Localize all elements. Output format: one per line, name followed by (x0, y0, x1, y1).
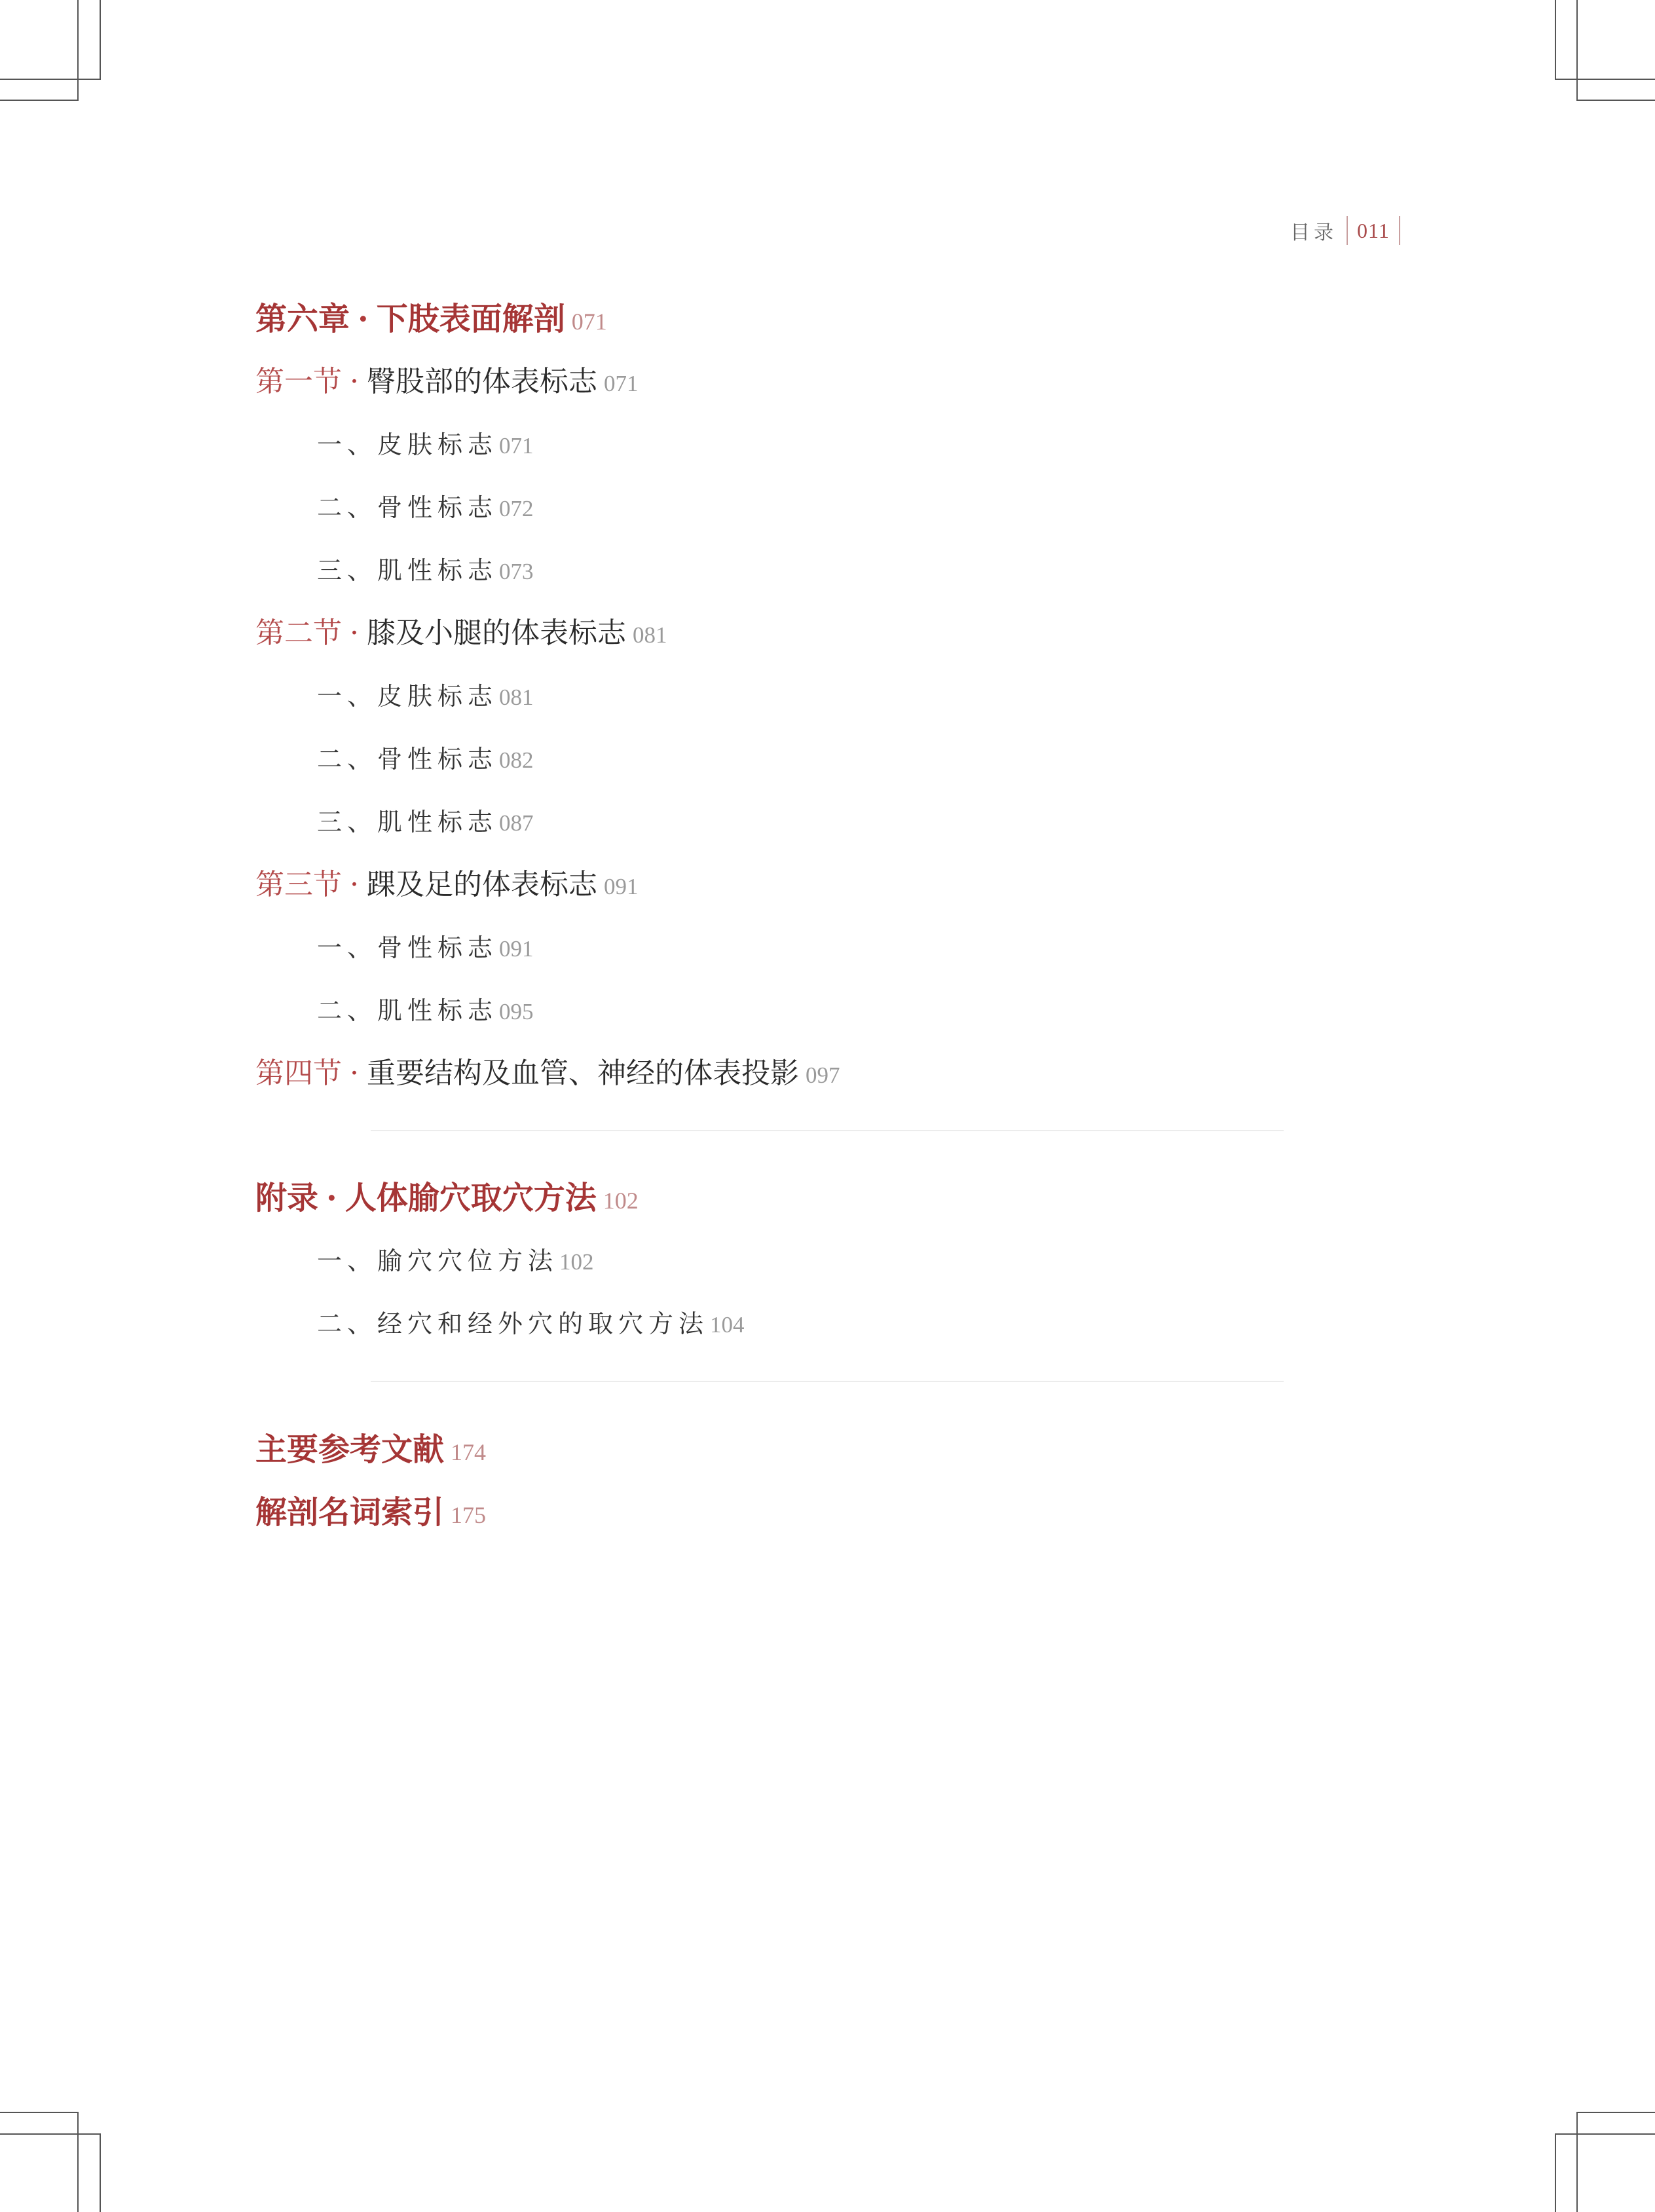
separator-dot: · (350, 365, 359, 398)
toc-section-2[interactable] (255, 609, 667, 651)
toc-item[interactable] (317, 550, 534, 586)
header-page-number: 011 (1357, 218, 1390, 242)
separator-dot: · (350, 1057, 359, 1090)
separator-dot: · (350, 868, 359, 901)
header-title: 目录 (1290, 221, 1337, 244)
item-title: 二、骨性标志 (317, 745, 498, 774)
toc-index[interactable] (255, 1487, 486, 1532)
item-title: 二、骨性标志 (317, 493, 498, 522)
section-title: 膝及小腿的体表标志 (367, 616, 626, 650)
page-number: 102 (603, 1188, 639, 1214)
section-title: 臀股部的体表标志 (367, 365, 597, 398)
page-number: 082 (499, 747, 534, 773)
section-label: 第二节 (255, 616, 342, 650)
page-number: 102 (559, 1249, 594, 1275)
section-title: 重要结构及血管、神经的体表投影 (367, 1057, 799, 1090)
page-number: 091 (499, 936, 534, 962)
page-number: 097 (806, 1062, 840, 1088)
section-title: 踝及足的体表标志 (367, 868, 597, 901)
page-number: 081 (633, 622, 667, 648)
toc-item[interactable] (317, 739, 534, 775)
page-number: 073 (499, 559, 534, 584)
page-number: 072 (499, 496, 534, 521)
item-title: 三、肌性标志 (317, 556, 498, 585)
toc-references[interactable] (255, 1424, 486, 1469)
toc-item[interactable] (317, 1241, 594, 1277)
references-title: 主要参考文献 (255, 1431, 445, 1468)
separator-dot: · (350, 616, 359, 650)
toc-item[interactable] (317, 676, 534, 712)
page-number: 174 (451, 1439, 487, 1465)
header-divider (1347, 216, 1348, 245)
toc-item[interactable] (317, 424, 534, 460)
header-divider-right (1399, 216, 1400, 245)
item-title: 一、腧穴穴位方法 (317, 1247, 559, 1275)
section-label: 第三节 (255, 868, 342, 901)
toc-item[interactable] (317, 802, 534, 838)
page-number: 095 (499, 999, 534, 1024)
toc-appendix[interactable] (255, 1172, 639, 1218)
item-title: 一、骨性标志 (317, 933, 498, 962)
page-number: 071 (604, 371, 639, 396)
toc-item[interactable] (317, 487, 534, 523)
toc-item[interactable] (317, 990, 534, 1026)
toc-chapter-6[interactable] (255, 293, 607, 339)
item-title: 二、肌性标志 (317, 996, 498, 1025)
section-divider (371, 1381, 1284, 1382)
chapter-title: 下肢表面解剖 (376, 301, 565, 337)
section-divider (371, 1130, 1284, 1131)
separator-dot: · (326, 1180, 337, 1216)
section-label: 第一节 (255, 365, 342, 398)
page-number: 087 (499, 810, 534, 836)
page-number: 175 (451, 1502, 487, 1528)
appendix-label: 附录 (255, 1180, 319, 1216)
index-title: 解剖名词索引 (255, 1494, 445, 1531)
page-number: 071 (571, 309, 607, 335)
toc-section-3[interactable] (255, 861, 639, 903)
toc-section-1[interactable] (255, 358, 639, 400)
running-header (1290, 214, 1409, 248)
section-label: 第四节 (255, 1057, 342, 1090)
page-number: 104 (710, 1312, 745, 1338)
item-title: 三、肌性标志 (317, 808, 498, 836)
item-title: 一、皮肤标志 (317, 682, 498, 711)
chapter-label: 第六章 (255, 301, 350, 337)
toc-item[interactable] (317, 928, 534, 964)
appendix-title: 人体腧穴取穴方法 (344, 1180, 597, 1216)
toc-section-4[interactable] (255, 1049, 840, 1091)
item-title: 二、经穴和经外穴的取穴方法 (317, 1309, 709, 1338)
item-title: 一、皮肤标志 (317, 430, 498, 459)
page-number: 071 (499, 433, 534, 459)
page-number: 081 (499, 684, 534, 710)
separator-dot: · (358, 301, 369, 337)
page-number: 091 (604, 874, 639, 899)
toc-item[interactable] (317, 1303, 745, 1340)
